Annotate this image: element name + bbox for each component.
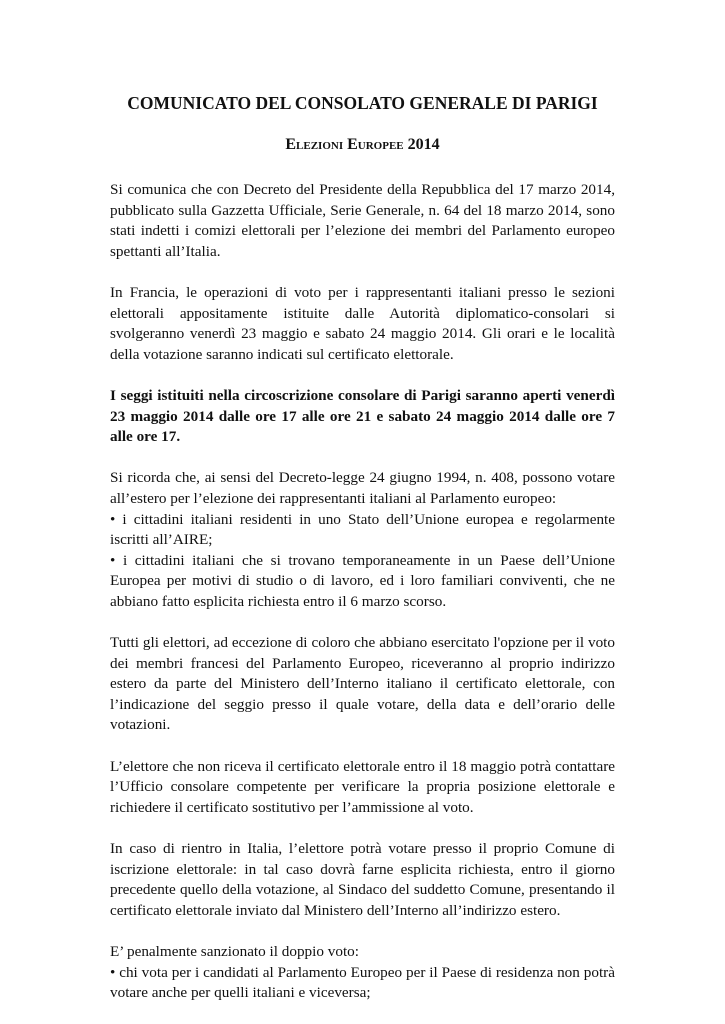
bullet-double-vote: • chi vota per i candidati al Parlamento Europeo per il Paese di residenza non potrà votare anche per quelli italiani e viceversa; (110, 963, 615, 1002)
paragraph-double-vote: E’ penalmente sanzionato il doppio voto: (110, 942, 359, 960)
paragraph-voting-dates: In Francia, le operazioni di voto per i rappresentanti italiani presso le sezioni elettorali appositamente istituite dalle Autorità diplomatico-consolari si svolgeranno venerdì 23 maggio e sabato 24 maggio 2014. Gli orari e le località della votazione saranno indicati sul certificato elettorale. (110, 283, 615, 363)
document-body (110, 180, 615, 1004)
bullet-residents: • i cittadini italiani residenti in uno Stato dell’Unione europea e regolarmente iscritti all’AIRE; (110, 510, 615, 549)
paragraph-eligibility-intro: Si ricorda che, ai sensi del Decreto-legge 24 giugno 1994, n. 408, possono votare all’estero per l’elezione dei rappresentanti italiani al Parlamento europeo: (110, 469, 615, 507)
paragraph-missing-certificate: L’elettore che non riceva il certificato elettorale entro il 18 maggio potrà contattare l’Ufficio consolare competente per verificare la propria posizione elettorale e richiedere il certificato sostitutivo per l’ammissione al voto. (110, 757, 615, 816)
paragraph-certificate: Tutti gli elettori, ad eccezione di coloro che abbiano esercitato l'opzione per il voto dei membri francesi del Parlamento Europeo, riceveranno al proprio indirizzo estero da parte del Ministero dell’Interno italiano il certificato elettorale, con l’indicazione del seggio presso il quale votare, della data e dell’orario delle votazioni. (110, 634, 615, 734)
paragraph-decree: Si comunica che con Decreto del Presidente della Repubblica del 17 marzo 2014, pubblicato sulla Gazzetta Ufficiale, Serie Generale, n. 64 del 18 marzo 2014, sono stati indetti i comizi elettorali per l’elezione dei membri del Parlamento europeo spettanti all’Italia. (110, 181, 615, 260)
paragraph-return-italy: In caso di rientro in Italia, l’elettore potrà votare presso il proprio Comune di iscrizione elettorale: in tal caso dovrà farne esplicita richiesta, entro il giorno precedente quello della votazione, al Sindaco del suddetto Comune, presentando il certificato elettorale inviato dal Ministero dell’Interno all’indirizzo estero. (110, 840, 615, 919)
bullet-temporary: • i cittadini italiani che si trovano temporaneamente in un Paese dell’Unione Europea per motivi di studio o di lavoro, ed i loro familiari conviventi, che ne abbiano fatto esplicita richiesta entro il 6 marzo scorso. (110, 551, 615, 610)
paragraph-polling-hours: I seggi istituiti nella circoscrizione consolare di Parigi saranno aperti venerdì 23 maggio 2014 dalle ore 17 alle ore 21 e sabato 24 maggio 2014 dalle ore 7 alle ore 17. (110, 386, 615, 446)
page-title: COMUNICATO DEL CONSOLATO GENERALE DI PARIGI (127, 93, 598, 113)
page-subtitle: Elezioni Europee 2014 (285, 136, 440, 153)
